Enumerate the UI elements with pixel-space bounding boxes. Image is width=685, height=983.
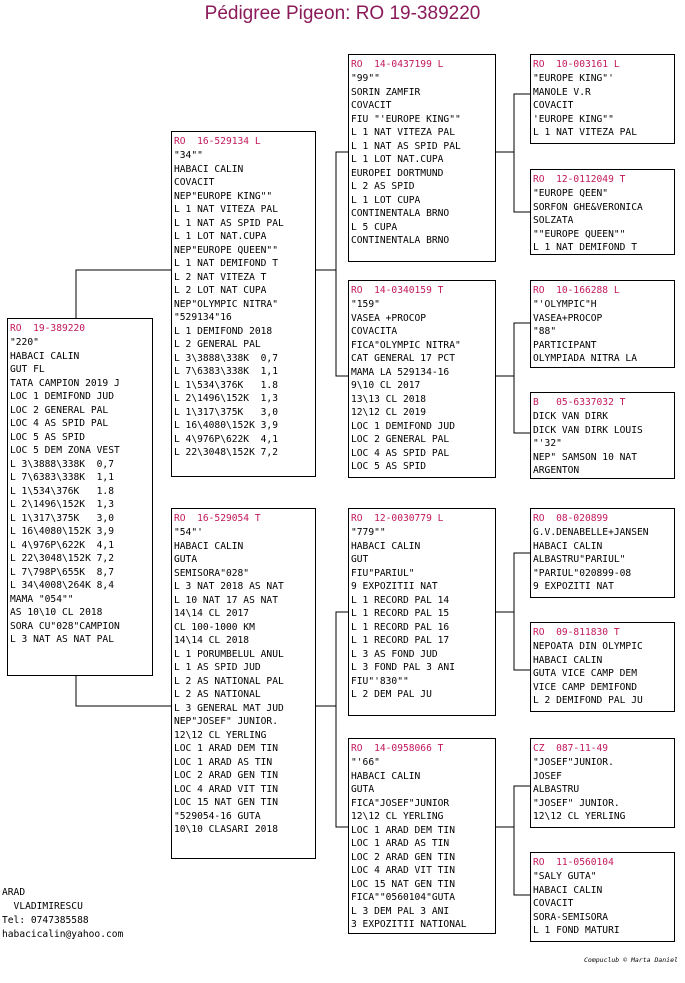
pedigree-line: L 2 AS SPID [351,181,415,192]
pedigree-line: L 2 AS NATIONAL PAL [174,675,284,687]
credit-text: Compuclub © Marta Daniel [584,956,678,964]
pedigree-line: VICE CAMP DEMIFOND [533,681,637,693]
pedigree-line: L 5 CUPA [351,221,398,233]
pigeon-sire-dam [348,280,496,478]
pedigree-line: L 2 NAT VITEZA T [174,271,267,283]
pedigree-line: LOC 1 ARAD AS TIN [174,756,273,768]
pedigree-line: L 3\3888\338K 0,7 [10,458,114,470]
pedigree-line: AS 10\10 CL 2018 [10,607,103,618]
pedigree-line: HABACI CALIN [174,163,244,175]
pedigree-line: "99"" [351,73,380,84]
pigeon-dam-sire [348,508,496,716]
pedigree-line: L 2 AS NATIONAL [174,689,261,700]
pedigree-line: 12\12 CL YERLING [174,729,267,741]
pedigree-line: 14\14 CL 2018 [174,635,250,646]
pedigree-line: MAMA "054"" [10,593,74,605]
pedigree-line: SORA CU"028"CAMPION [10,620,120,632]
pigeon-ggp-8 [530,852,675,942]
pedigree-line: ALBASTRU"PARIUL" [533,554,626,565]
pedigree-line: "SALY GUTA" [533,871,597,882]
pedigree-line: MANOLE V.R [533,86,591,98]
pedigree-line: L 1 RECORD PAL 15 [351,608,450,619]
pedigree-line: COVACITA [351,326,398,337]
ring-number: RO 12-0030779 L [351,513,444,524]
ring-number: RO 08-020899 [533,513,609,524]
pedigree-line: L 3 GENERAL MAT JUD [174,702,284,714]
pedigree-line: COVACIT [351,100,392,111]
pigeon-dam-dam [348,738,496,934]
pedigree-line: "34"" [174,150,203,161]
pigeon-dam [171,508,316,859]
pedigree-line: L 3 NAT AS NAT PAL [10,634,114,645]
ring-number: B 05-6337032 T [533,397,626,408]
pedigree-line: NEPOATA DIN OLYMPIC [533,641,643,652]
pedigree-line: LOC 2 ARAD GEN TIN [351,851,455,863]
pedigree-line: LOC 15 NAT GEN TIN [351,878,455,890]
pedigree-line: L 1 LOT NAT.CUPA [174,231,267,242]
pedigree-line: L 1 LOT NAT.CUPA [351,154,444,165]
pedigree-line: GUT [351,554,369,565]
pedigree-line: L 22\3048\152K 7,2 [174,447,278,458]
pedigree-line: TATA CAMPION 2019 J [10,377,120,389]
pedigree-line: L 1 FOND MATURI [533,925,620,936]
pedigree-line: VASEA+PROCOP [533,312,603,324]
pedigree-line: L 1 LOT CUPA [351,194,421,206]
pedigree-line: LOC 15 NAT GEN TIN [174,797,278,808]
pedigree-line: 9 EXPOZITII NAT [351,581,438,592]
owner-city: ARAD [2,887,26,898]
pedigree-line: 12\12 CL YERLING [533,811,626,822]
pedigree-line: LOC 5 AS SPID [351,461,427,472]
pedigree-line: LOC 1 ARAD DEM TIN [174,743,278,754]
pedigree-line: LOC 2 GENERAL PAL [10,404,109,416]
pedigree-line: "159" [351,299,380,310]
pedigree-line: FIU"PARIUL" [351,567,415,579]
pedigree-line: 9 EXPOZITI NAT [533,581,614,592]
pedigree-line: LOC 1 ARAD DEM TIN [351,824,455,836]
pedigree-line: HABACI CALIN [533,654,603,666]
ring-number: RO 10-166288 L [533,285,620,296]
pigeon-sire [171,131,316,477]
pedigree-line: HABACI CALIN [10,350,80,362]
ring-number: RO 16-529054 T [174,513,261,524]
pedigree-line: CONTINENTALA BRNO [351,235,450,246]
pedigree-line: GUTA [351,784,375,795]
pedigree-line: L 16\4080\152K 3,9 [10,526,114,537]
pedigree-line: 13\13 CL 2018 [351,393,427,405]
ring-number: RO 14-0340159 T [351,285,444,296]
pigeon-ggp-3 [530,280,675,368]
pedigree-line: "529054-16 GUTA [174,810,261,822]
pedigree-line: L 34\4008\264K 8,4 [10,580,114,591]
owner-contact [2,886,123,942]
pedigree-line: L 1\317\375K 3,0 [174,406,278,418]
pedigree-line: LOC 4 AS SPID PAL [10,418,109,429]
pedigree-line: "54"' [174,527,203,538]
pedigree-line: FIU "'EUROPE KING"" [351,113,461,125]
pedigree-line: SEMISORA"028" [174,567,250,579]
pedigree-line: L 1 AS SPID JUD [174,662,261,673]
pedigree-line: L 1\317\375K 3,0 [10,512,114,524]
pedigree-line: "'32" [533,438,562,449]
pedigree-line: LOC 4 AS SPID PAL [351,447,450,459]
pigeon-ggp-5 [530,508,675,598]
pedigree-line: L 2 DEM PAL JU [351,689,432,700]
pedigree-line: L 2 DEMIFOND PAL JU [533,695,643,706]
pedigree-line: L 4\976P\622K 4,1 [10,539,114,551]
pedigree-line: L 10 NAT 17 AS NAT [174,594,278,606]
pedigree-line: "'66" [351,757,380,768]
pedigree-line: COVACIT [533,898,574,909]
pedigree-line: NEP"EUROPE QUEEN"" [174,244,278,256]
pedigree-line: L 7\6383\338K 1,1 [174,366,278,377]
pedigree-line: LOC 4 ARAD VIT TIN [174,783,278,795]
pedigree-line: L 1 RECORD PAL 17 [351,635,450,646]
pedigree-line: COVACIT [174,177,215,188]
pedigree-line: L 1 NAT AS SPID PAL [174,217,284,229]
pedigree-title: Pédigree Pigeon: RO 19-389220 [204,3,481,24]
owner-phone: Tel: 0747385588 [2,915,89,926]
pedigree-line: LOC 2 ARAD GEN TIN [174,770,278,781]
pedigree-line: L 3 NAT 2018 AS NAT [174,581,284,592]
pedigree-line: MAMA LA 529134-16 [351,366,450,378]
pedigree-line: "JOSEF" JUNIOR. [533,797,620,809]
pigeon-ggp-1 [530,54,675,144]
pedigree-line: L 22\3048\152K 7,2 [10,553,114,564]
pedigree-line: L 1 PORUMBELUL ANUL [174,648,284,660]
pedigree-line: L 1 NAT VITEZA PAL [533,127,637,138]
pedigree-line: LOC 1 ARAD AS TIN [351,838,450,849]
pedigree-line: L 2\1496\152K 1,3 [10,499,114,510]
pedigree-line: NEP" SAMSON 10 NAT [533,451,637,463]
pedigree-line: EUROPEI DORTMUND [351,167,444,179]
pedigree-line: L 2 GENERAL PAL [174,339,261,350]
ring-number: RO 10-003161 L [533,59,620,70]
pedigree-line: "220" [10,337,39,348]
pedigree-line: L 1\534\376K 1.8 [10,485,114,497]
ring-number: RO 14-0958066 T [351,743,444,754]
pedigree-line: L 7\6383\338K 1,1 [10,472,114,483]
ring-number: CZ 087-11-49 [533,743,609,754]
pedigree-line: "779"" [351,527,386,538]
pedigree-line: SORFON GHE&VERONICA [533,201,643,213]
pedigree-line: GUTA VICE CAMP DEM [533,668,637,679]
pedigree-line: HABACI CALIN [351,540,421,552]
pedigree-line: L 1 NAT AS SPID PAL [351,140,461,152]
pedigree-line: FICA"OLYMPIC NITRA" [351,339,461,351]
pedigree-line: LOC 5 DEM ZONA VEST [10,445,120,456]
pedigree-line: LOC 5 AS SPID [10,431,86,443]
pedigree-line: SORA-SEMISORA [533,911,609,923]
pedigree-line: CL 100-1000 KM [174,621,255,633]
pigeon-subject [7,318,153,676]
pedigree-line: CONTINENTALA BRNO [351,208,450,219]
pigeon-sire-sire [348,54,496,262]
pedigree-line: LOC 1 DEMIFOND JUD [10,391,114,402]
ring-number: RO 12-0112049 T [533,174,626,185]
pedigree-line: L 1 DEMIFOND 2018 [174,325,273,337]
pedigree-line: L 2 LOT NAT CUPA [174,285,267,296]
pedigree-line: FIU"'830"" [351,675,409,687]
pigeon-ggp-7 [530,738,675,828]
pedigree-line: VASEA +PROCOP [351,312,427,324]
pedigree-line: ARGENTON [533,465,580,476]
pedigree-line: 9\10 CL 2017 [351,380,421,391]
pedigree-line: "88" [533,326,557,337]
pedigree-line: NEP"EUROPE KING"" [174,190,273,202]
pedigree-line: PARTICIPANT [533,339,597,351]
pedigree-line: L 1 NAT DEMIFOND T [533,242,637,253]
pedigree-line: L 1 RECORD PAL 16 [351,621,450,633]
pedigree-line: L 16\4080\152K 3,9 [174,420,278,431]
owner-locality: VLADIMIRESCU [2,901,83,912]
pedigree-line: DICK VAN DIRK LOUIS [533,424,643,436]
pedigree-line: 14\14 CL 2017 [174,608,250,619]
pedigree-line: FICA"JOSEF"JUNIOR [351,797,450,809]
pedigree-line: "PARIUL"020899-08 [533,567,632,579]
pedigree-line: DICK VAN DIRK [533,411,609,422]
pedigree-line: NEP"JOSEF" JUNIOR. [174,716,278,727]
pedigree-line: "529134"16 [174,312,232,323]
pedigree-line: GUT FL [10,364,45,375]
pedigree-line: COVACIT [533,100,574,111]
pedigree-line: OLYMPIADA NITRA LA [533,353,637,364]
pedigree-line: HABACI CALIN [533,540,603,552]
pedigree-line: L 3\3888\338K 0,7 [174,352,278,364]
pedigree-line: 12\12 CL YERLING [351,811,444,822]
pedigree-line: L 1 NAT VITEZA PAL [351,127,455,138]
pedigree-line: 10\10 CLASARI 2018 [174,824,278,835]
pedigree-line: "EUROPE QEEN" [533,188,609,199]
pedigree-line: LOC 2 GENERAL PAL [351,434,450,445]
owner-email: habacicalin@yahoo.com [2,929,124,940]
pedigree-line: L 7\798P\655K 8,7 [10,566,114,578]
pedigree-line: L 3 AS FOND JUD [351,648,438,660]
pedigree-line: "EUROPE KING"' [533,73,614,84]
ring-number: RO 16-529134 L [174,136,261,147]
pedigree-line: L 3 DEM PAL 3 ANI [351,905,450,917]
pedigree-line: L 2\1496\152K 1,3 [174,393,278,404]
pedigree-line: FICA""0560104"GUTA [351,892,455,903]
pedigree-line: LOC 4 ARAD VIT TIN [351,865,455,876]
pedigree-line: L 1 NAT DEMIFOND T [174,258,278,269]
pedigree-line: 12\12 CL 2019 [351,407,427,418]
pigeon-ggp-4 [530,392,675,479]
pedigree-line: JOSEF [533,770,562,782]
pedigree-line: L 3 FOND PAL 3 ANI [351,662,455,673]
pigeon-ggp-2 [530,169,675,255]
ring-number: RO 19-389220 [10,323,86,334]
pigeon-ggp-6 [530,622,675,712]
pedigree-line: HABACI CALIN [351,770,421,782]
ring-number: RO 11-0560104 [533,857,614,868]
pedigree-line: 'EUROPE KING"" [533,113,614,125]
pedigree-line: NEP"OLYMPIC NITRA" [174,298,278,310]
pedigree-line: "JOSEF"JUNIOR. [533,757,614,768]
pedigree-line: HABACI CALIN [533,884,603,896]
pedigree-line: 3 EXPOZITII NATIONAL [351,919,467,930]
pedigree-line: ""EUROPE QUEEN"" [533,228,626,240]
ring-number: RO 14-0437199 L [351,59,444,70]
pedigree-line: HABACI CALIN [174,540,244,552]
pedigree-line: L 4\976P\622K 4,1 [174,433,278,445]
pedigree-line: L 1 RECORD PAL 14 [351,594,450,606]
pedigree-line: SORIN ZAMFIR [351,86,421,98]
pedigree-line: "'OLYMPIC"H [533,299,597,310]
pedigree-line: G.V.DENABELLE+JANSEN [533,527,649,538]
pedigree-line: L 1 NAT VITEZA PAL [174,204,278,215]
pedigree-line: SOLZATA [533,215,574,226]
pedigree-line: LOC 1 DEMIFOND JUD [351,420,455,432]
pedigree-line: ALBASTRU [533,784,580,795]
pedigree-line: CAT GENERAL 17 PCT [351,353,455,364]
pedigree-line: L 1\534\376K 1.8 [174,379,278,391]
ring-number: RO 09-811830 T [533,627,620,638]
pedigree-line: GUTA [174,554,198,565]
